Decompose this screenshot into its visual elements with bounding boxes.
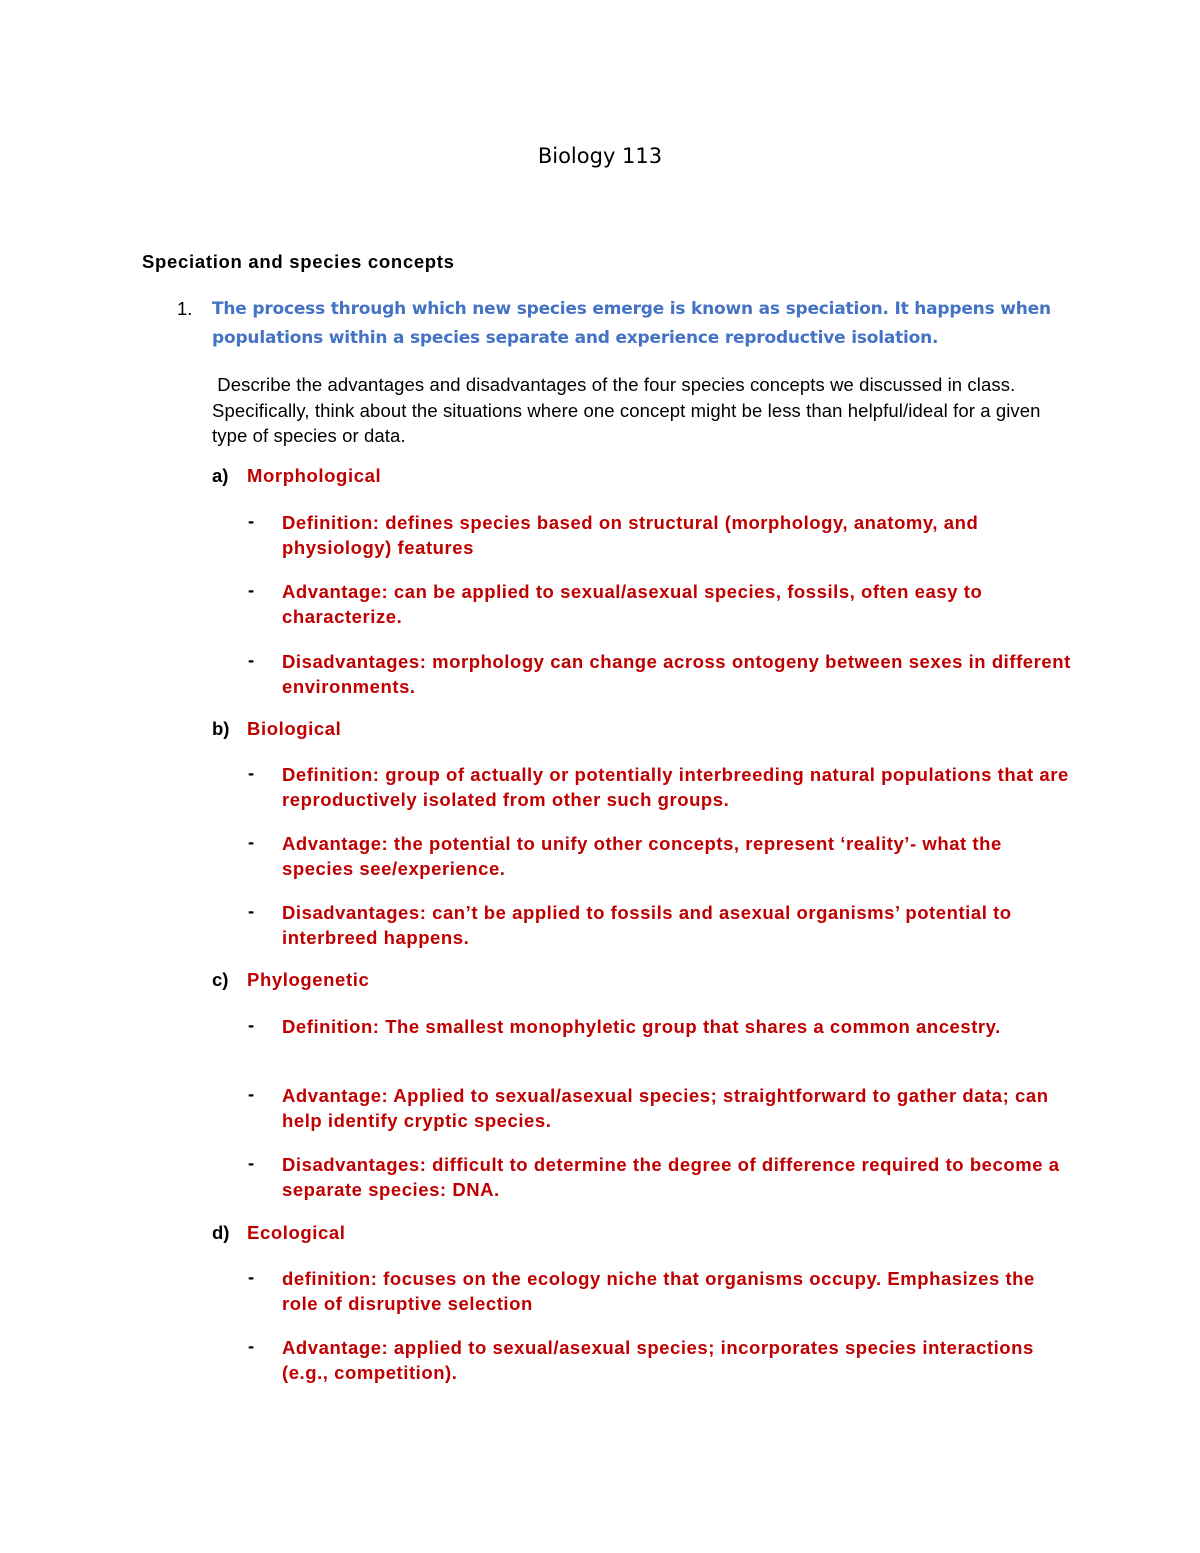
concept-name-phylogenetic: Phylogenetic bbox=[247, 969, 370, 990]
bullet-definition: Definition: defines species based on structural (morphology, anatomy, and physiology) features bbox=[282, 512, 979, 558]
bullet-disadvantages: Disadvantages: difficult to determine the degree of difference required to become a separate species: DNA. bbox=[282, 1154, 1060, 1200]
bullet-advantage: Advantage: can be applied to sexual/asexual species, fossils, often easy to characterize. bbox=[282, 581, 983, 627]
bullet-definition: definition: focuses on the ecology niche that organisms occupy. Emphasizes the role of disruptive selection bbox=[282, 1268, 1035, 1314]
concept-letter: c) bbox=[212, 969, 229, 990]
bullet-definition: Definition: group of actually or potentially interbreeding natural populations that are reproductively isolated from other such groups. bbox=[282, 764, 1069, 810]
document-title: Biology 113 bbox=[537, 144, 663, 168]
concept-letter: a) bbox=[212, 465, 229, 486]
bullet-dash: - bbox=[248, 1335, 255, 1356]
concept-letter: b) bbox=[212, 718, 230, 739]
bullet-advantage: Advantage: the potential to unify other concepts, represent ‘reality’- what the species see/experience. bbox=[282, 833, 1002, 879]
concept-name-morphological: Morphological bbox=[247, 465, 382, 486]
bullet-dash: - bbox=[248, 900, 255, 921]
concept-letter: d) bbox=[212, 1222, 230, 1243]
question-answer: The process through which new species emerge is known as speciation. It happens when populations within a species separate and experience reproductive isolation. bbox=[212, 299, 1051, 348]
bullet-dash: - bbox=[248, 1014, 255, 1035]
bullet-advantage: Advantage: applied to sexual/asexual species; incorporates species interactions (e.g., competition). bbox=[282, 1337, 1034, 1383]
concept-name-ecological: Ecological bbox=[247, 1222, 346, 1243]
bullet-dash: - bbox=[248, 1152, 255, 1173]
bullet-disadvantages: Disadvantages: can’t be applied to fossils and asexual organisms’ potential to interbreed happens. bbox=[282, 902, 1012, 948]
bullet-dash: - bbox=[248, 831, 255, 852]
section-heading: Speciation and species concepts bbox=[142, 251, 455, 272]
concept-name-biological: Biological bbox=[247, 718, 342, 739]
bullet-dash: - bbox=[248, 1083, 255, 1104]
question-prompt: Describe the advantages and disadvantages of the four species concepts we discussed in class. Specifically, think about the situations where one concept might be less than helpful/ideal for a given type of species or data. bbox=[212, 374, 1046, 446]
bullet-dash: - bbox=[248, 762, 255, 783]
bullet-advantage: Advantage: Applied to sexual/asexual species; straightforward to gather data; can help identify cryptic species. bbox=[282, 1085, 1049, 1131]
bullet-dash: - bbox=[248, 649, 255, 670]
bullet-dash: - bbox=[248, 579, 255, 600]
bullet-dash: - bbox=[248, 1266, 255, 1287]
bullet-disadvantages: Disadvantages: morphology can change across ontogeny between sexes in different environments. bbox=[282, 651, 1071, 697]
question-number: 1. bbox=[177, 298, 193, 319]
bullet-definition: Definition: The smallest monophyletic group that shares a common ancestry. bbox=[282, 1016, 1001, 1037]
bullet-dash: - bbox=[248, 510, 255, 531]
